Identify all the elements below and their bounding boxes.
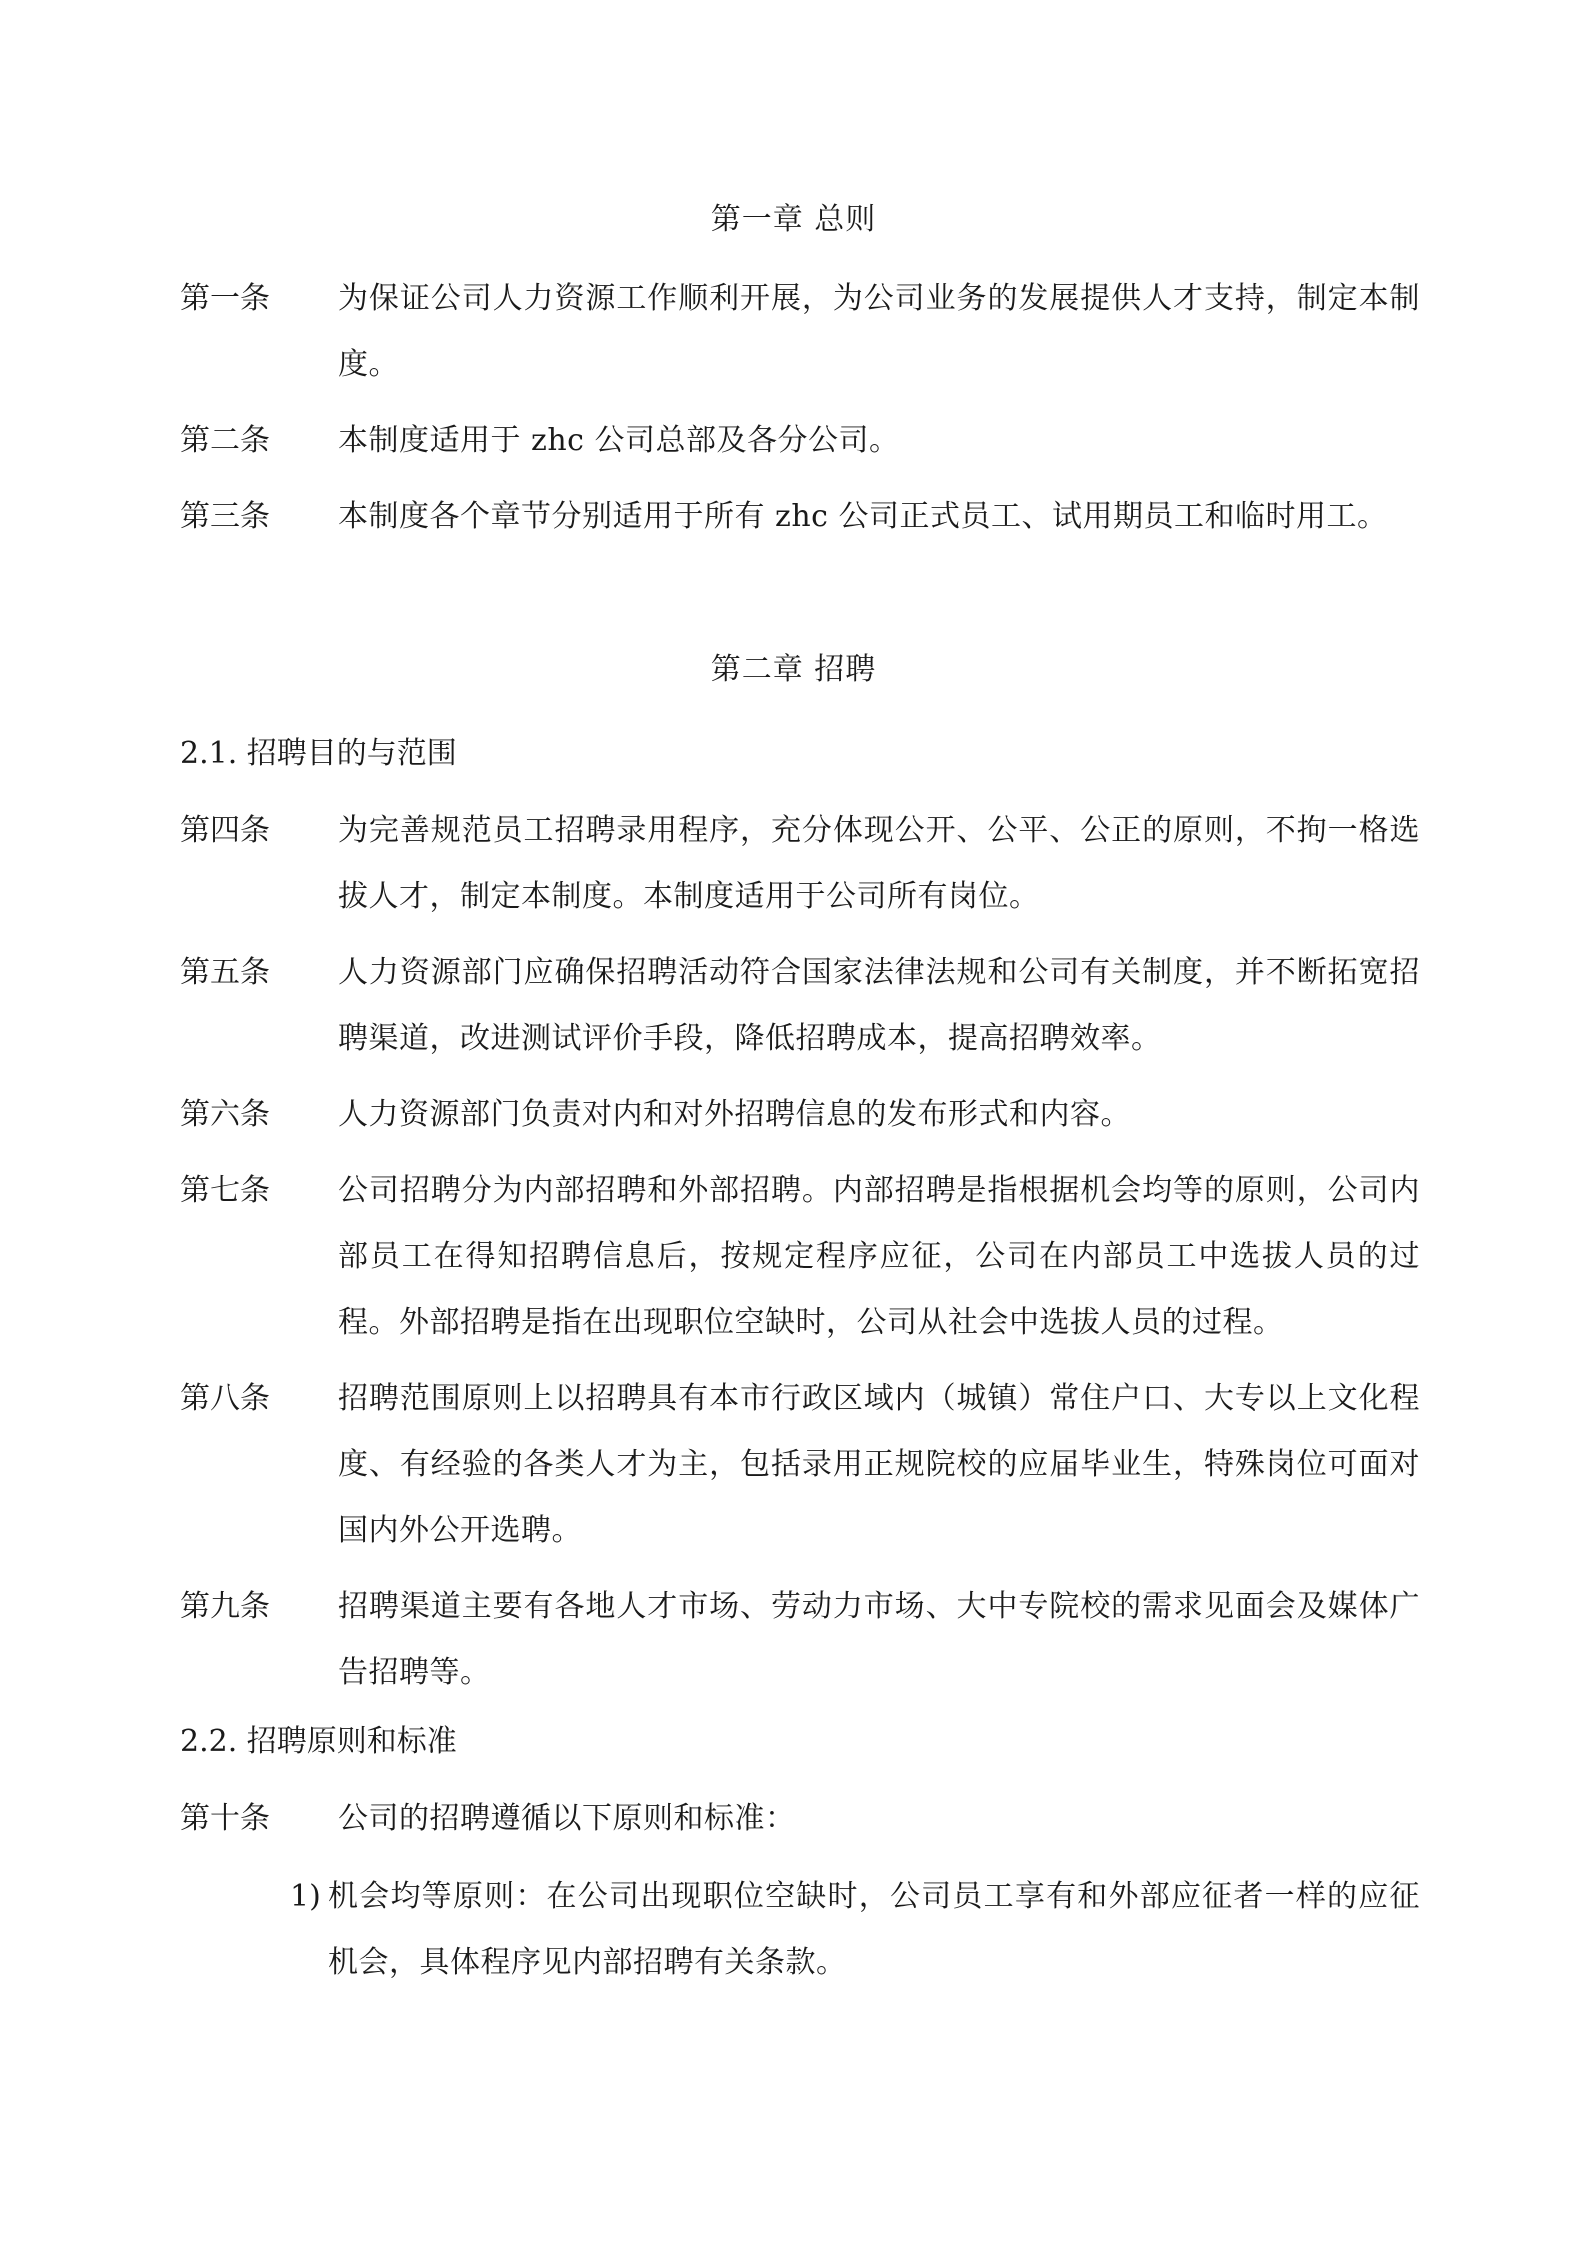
- article-text: 公司招聘分为内部招聘和外部招聘。内部招聘是指根据机会均等的原则，公司内部员工在得知招聘信息后，按规定程序应征，公司在内部员工中选拔人员的过程。外部招聘是指在出现职位空缺时，公司从社会中选拔人员的过程。: [338, 1173, 1420, 1340]
- article-label: 第九条: [180, 1589, 270, 1624]
- article-text: 为保证公司人力资源工作顺利开展，为公司业务的发展提供人才支持，制定本制度。: [338, 281, 1420, 382]
- article-label: 第二条: [180, 423, 270, 458]
- section-2-2-heading: 2.2. 招聘原则和标准: [180, 1724, 457, 1759]
- article-text: 本制度各个章节分别适用于所有 zhc 公司正式员工、试用期员工和临时用工。: [338, 499, 1388, 534]
- article-label: 第一条: [180, 281, 270, 316]
- article-5: [180, 940, 1420, 1072]
- article-9: [180, 1574, 1420, 1706]
- list-item: [290, 1864, 1420, 1996]
- article-text: 招聘渠道主要有各地人才市场、劳动力市场、大中专院校的需求见面会及媒体广告招聘等。: [338, 1589, 1420, 1690]
- article-8: [180, 1366, 1420, 1564]
- article-text: 公司的招聘遵循以下原则和标准：: [338, 1801, 796, 1836]
- article-label: 第七条: [180, 1173, 270, 1208]
- article-10: [180, 1786, 1420, 1852]
- article-label: 第五条: [180, 955, 270, 990]
- list-item-text: 机会均等原则：在公司出现职位空缺时，公司员工享有和外部应征者一样的应征机会，具体程序见内部招聘有关条款。: [328, 1879, 1420, 1980]
- chapter-1-title: 第一章 总则: [710, 202, 877, 237]
- article-label: 第六条: [180, 1097, 270, 1132]
- article-text: 人力资源部门负责对内和对外招聘信息的发布形式和内容。: [338, 1097, 1131, 1132]
- article-text: 人力资源部门应确保招聘活动符合国家法律法规和公司有关制度，并不断拓宽招聘渠道，改进测试评价手段，降低招聘成本，提高招聘效率。: [338, 955, 1420, 1056]
- article-text: 为完善规范员工招聘录用程序，充分体现公开、公平、公正的原则，不拘一格选拔人才，制定本制度。本制度适用于公司所有岗位。: [338, 813, 1420, 914]
- list-item-number: 1): [290, 1879, 321, 1914]
- article-6: [180, 1082, 1420, 1148]
- article-2: [180, 408, 1420, 474]
- article-label: 第三条: [180, 499, 270, 534]
- article-text: 招聘范围原则上以招聘具有本市行政区域内（城镇）常住户口、大专以上文化程度、有经验的各类人才为主，包括录用正规院校的应届毕业生，特殊岗位可面对国内外公开选聘。: [338, 1381, 1420, 1548]
- article-3: [180, 484, 1420, 550]
- article-4: [180, 798, 1420, 930]
- article-label: 第十条: [180, 1801, 270, 1836]
- article-7: [180, 1158, 1420, 1356]
- article-1: [180, 266, 1420, 398]
- chapter-2-title: 第二章 招聘: [710, 652, 877, 687]
- article-label: 第八条: [180, 1381, 270, 1416]
- section-2-1-heading: 2.1. 招聘目的与范围: [180, 736, 457, 771]
- article-text: 本制度适用于 zhc 公司总部及各分公司。: [338, 423, 900, 458]
- article-label: 第四条: [180, 813, 270, 848]
